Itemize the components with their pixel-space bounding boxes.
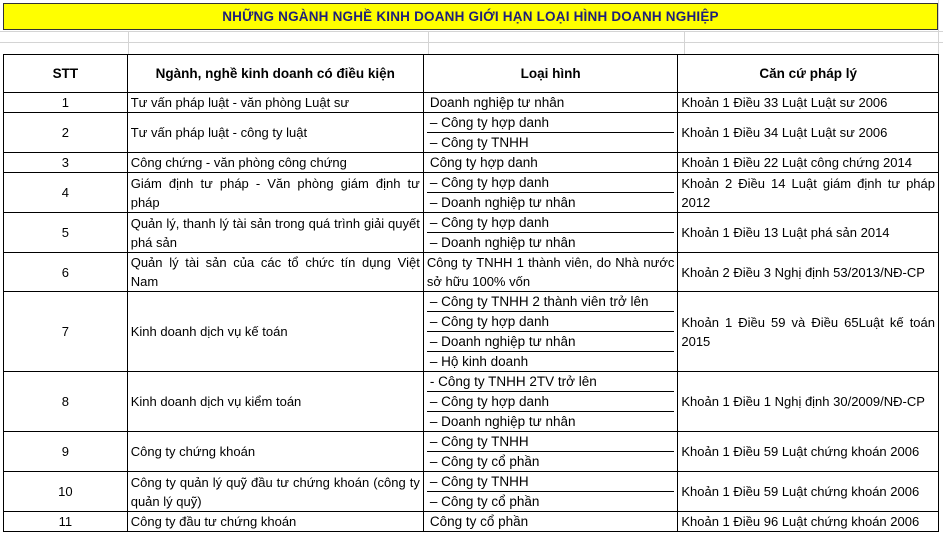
table-row [4,153,939,173]
gridline [428,31,429,54]
cell-nganh[interactable]: Tư vấn pháp luật - văn phòng Luật sư [127,93,423,113]
loai-item: Công ty hợp danh [429,155,538,170]
table-row [4,372,939,432]
gridline [684,31,685,54]
cell-nganh[interactable]: Quản lý, thanh lý tài sản trong quá trình giải quyết phá sản [127,213,423,253]
table-row [4,213,939,253]
loai-item: – Doanh nghiệp tư nhân [427,332,675,352]
table-row [4,432,939,472]
cell-stt[interactable]: 10 [4,472,128,512]
cell-stt[interactable]: 11 [4,512,128,532]
loai-item: – Công ty TNHH [429,135,529,150]
loai-item: – Công ty hợp danh [427,392,675,412]
table-row [4,93,939,113]
loai-item: – Công ty cổ phần [429,494,540,509]
loai-item: Doanh nghiệp tư nhân [429,95,565,110]
cell-stt[interactable]: 3 [4,153,128,173]
table-row [4,253,939,292]
cell-stt[interactable]: 8 [4,372,128,432]
table-row [4,472,939,512]
header-nganh[interactable]: Ngành, nghề kinh doanh có điều kiện [127,55,423,93]
cell-nganh[interactable]: Công ty chứng khoán [127,432,423,472]
header-row [4,55,939,93]
cell-loai[interactable] [423,512,678,532]
cell-stt[interactable]: 4 [4,173,128,213]
loai-item: – Doanh nghiệp tư nhân [429,195,576,210]
cell-nganh[interactable]: Kinh doanh dịch vụ kiểm toán [127,372,423,432]
cell-stt[interactable]: 7 [4,292,128,372]
cell-nganh[interactable]: Giám định tư pháp - Văn phòng giám định tư pháp [127,173,423,213]
table-row [4,292,939,372]
table-row [4,512,939,532]
cell-can-cu[interactable]: Khoản 1 Điều 59 và Điều 65Luật kế toán 2015 [678,292,939,372]
cell-loai[interactable] [423,213,678,253]
sheet-title[interactable]: NHỮNG NGÀNH NGHỀ KINH DOANH GIỚI HẠN LOẠI HÌNH DOANH NGHIỆP [3,3,938,30]
loai-item: – Doanh nghiệp tư nhân [429,414,576,429]
table-row [4,113,939,153]
gridline [938,0,939,54]
loai-item: – Công ty TNHH 2 thành viên trở lên [427,292,675,312]
loai-item: – Công ty cổ phần [429,454,540,469]
loai-item: – Công ty hợp danh [427,113,675,133]
cell-loai[interactable] [423,472,678,512]
header-can-cu[interactable]: Căn cứ pháp lý [678,55,939,93]
loai-item: – Công ty TNHH [427,432,675,452]
cell-stt[interactable]: 2 [4,113,128,153]
cell-stt[interactable]: 6 [4,253,128,292]
cell-can-cu[interactable]: Khoản 1 Điều 59 Luật chứng khoán 2006 [678,432,939,472]
cell-can-cu[interactable]: Khoản 2 Điều 3 Nghị định 53/2013/NĐ-CP [678,253,939,292]
cell-can-cu[interactable]: Khoản 1 Điều 96 Luật chứng khoán 2006 [678,512,939,532]
cell-loai[interactable] [423,372,678,432]
cell-nganh[interactable]: Quản lý tài sản của các tổ chức tín dụng Việt Nam [127,253,423,292]
loai-item: – Công ty hợp danh [427,213,675,233]
cell-nganh[interactable]: Công ty đầu tư chứng khoán [127,512,423,532]
cell-nganh[interactable]: Công ty quản lý quỹ đầu tư chứng khoán (công ty quản lý quỹ) [127,472,423,512]
cell-loai[interactable] [423,292,678,372]
cell-loai[interactable]: Công ty TNHH 1 thành viên, do Nhà nước sở hữu 100% vốn [423,253,678,292]
header-stt[interactable]: STT [4,55,128,93]
loai-item: – Hộ kinh doanh [429,354,529,369]
cell-loai[interactable] [423,93,678,113]
table-row [4,173,939,213]
cell-loai[interactable] [423,113,678,153]
business-table [3,54,939,532]
cell-loai[interactable] [423,153,678,173]
cell-stt[interactable]: 1 [4,93,128,113]
cell-can-cu[interactable]: Khoản 1 Điều 22 Luật công chứng 2014 [678,153,939,173]
cell-can-cu[interactable]: Khoản 1 Điều 34 Luật Luật sư 2006 [678,113,939,153]
header-loai[interactable]: Loại hình [423,55,678,93]
cell-nganh[interactable]: Tư vấn pháp luật - công ty luật [127,113,423,153]
loai-item: – Công ty hợp danh [427,312,675,332]
cell-stt[interactable]: 9 [4,432,128,472]
gridline [0,42,943,43]
gridline [128,31,129,54]
cell-can-cu[interactable]: Khoản 1 Điều 1 Nghị định 30/2009/NĐ-CP [678,372,939,432]
cell-can-cu[interactable]: Khoản 1 Điều 33 Luật Luật sư 2006 [678,93,939,113]
cell-stt[interactable]: 5 [4,213,128,253]
loai-item: – Doanh nghiệp tư nhân [429,235,576,250]
cell-loai[interactable] [423,173,678,213]
cell-can-cu[interactable]: Khoản 1 Điều 59 Luật chứng khoán 2006 [678,472,939,512]
loai-item: Công ty cổ phần [429,514,529,529]
cell-loai[interactable] [423,432,678,472]
loai-item: – Công ty TNHH [427,472,675,492]
cell-nganh[interactable]: Kinh doanh dịch vụ kế toán [127,292,423,372]
cell-can-cu[interactable]: Khoản 2 Điều 14 Luật giám định tư pháp 2012 [678,173,939,213]
gridline [0,31,943,32]
cell-nganh[interactable]: Công chứng - văn phòng công chứng [127,153,423,173]
loai-item: - Công ty TNHH 2TV trở lên [427,372,675,392]
loai-item: – Công ty hợp danh [427,173,675,193]
cell-can-cu[interactable]: Khoản 1 Điều 13 Luật phá sản 2014 [678,213,939,253]
